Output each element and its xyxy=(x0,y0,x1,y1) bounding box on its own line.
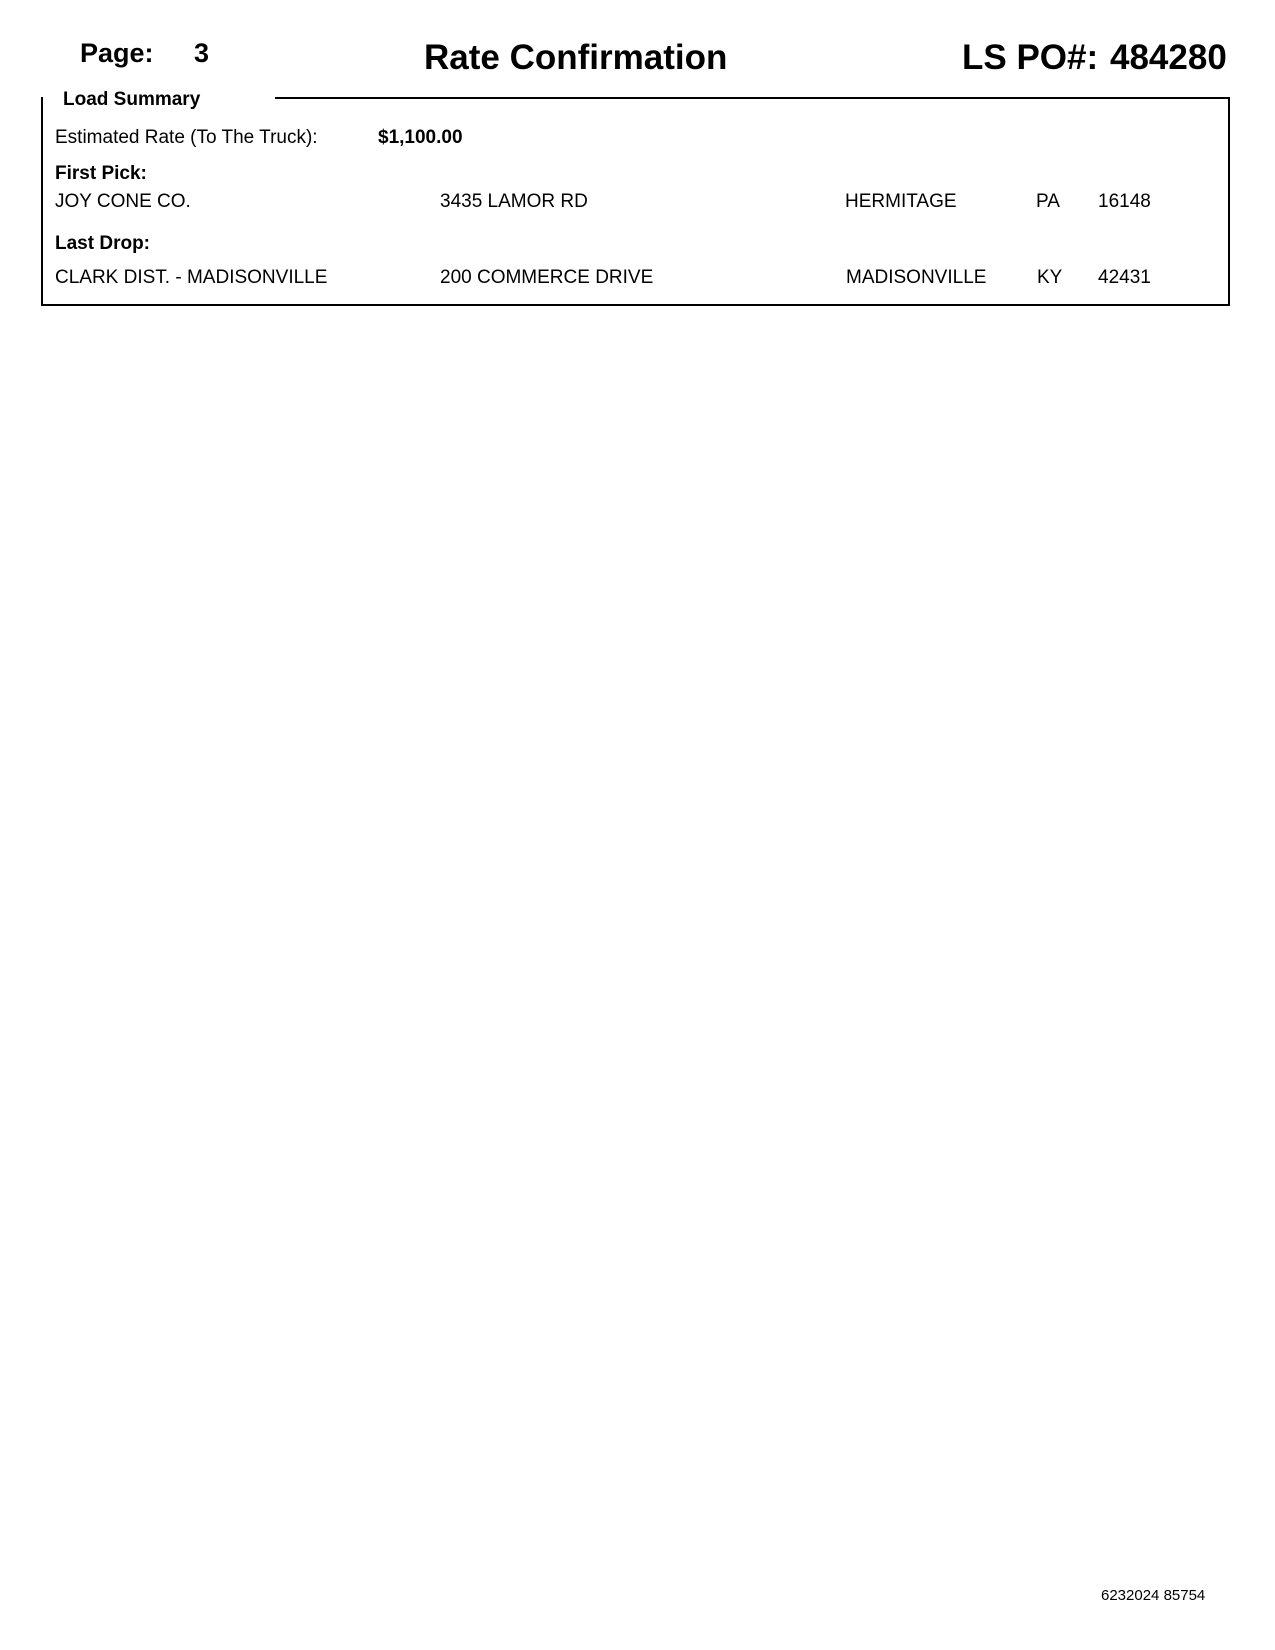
page-label: Page: xyxy=(80,38,154,68)
document-title: Rate Confirmation xyxy=(424,38,728,77)
last-drop-state: KY xyxy=(1037,267,1063,288)
page-number: 3 xyxy=(194,38,210,68)
po-number: 484280 xyxy=(1110,38,1227,77)
first-pick-zip: 16148 xyxy=(1098,191,1151,212)
last-drop-address: 200 COMMERCE DRIVE xyxy=(440,267,654,288)
first-pick-label: First Pick: xyxy=(55,163,147,184)
po-label: LS PO#: xyxy=(962,38,1099,77)
first-pick-state: PA xyxy=(1036,191,1060,212)
load-summary-legend: Load Summary xyxy=(63,89,201,110)
last-drop-name: CLARK DIST. - MADISONVILLE xyxy=(55,267,328,288)
first-pick-address: 3435 LAMOR RD xyxy=(440,191,588,212)
estimated-rate-label: Estimated Rate (To The Truck): xyxy=(55,127,318,148)
estimated-rate-value: $1,100.00 xyxy=(378,127,463,148)
footer-code: 6232024 85754 xyxy=(1101,1587,1206,1604)
last-drop-label: Last Drop: xyxy=(55,233,150,254)
first-pick-name: JOY CONE CO. xyxy=(55,191,191,212)
last-drop-zip: 42431 xyxy=(1098,267,1151,288)
last-drop-city: MADISONVILLE xyxy=(846,267,987,288)
first-pick-city: HERMITAGE xyxy=(845,191,957,212)
